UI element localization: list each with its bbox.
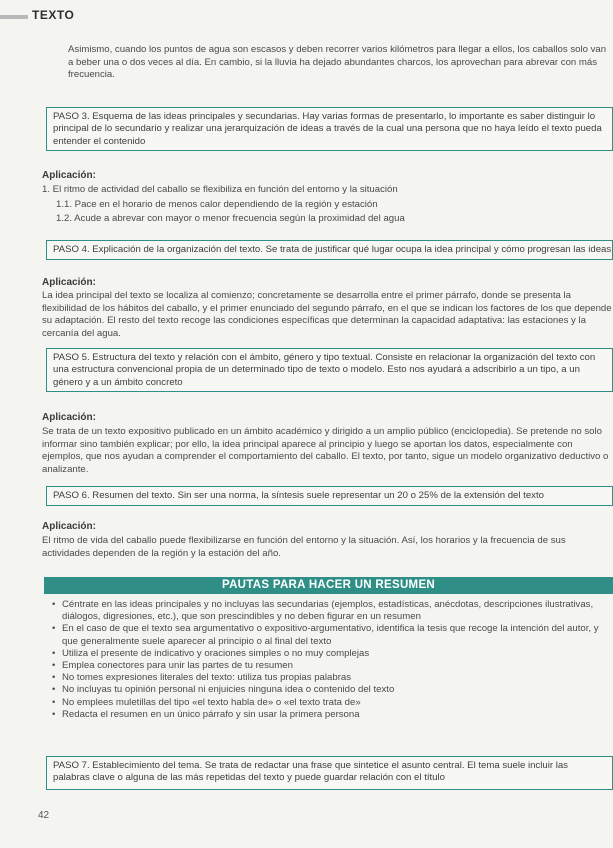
paso-5-box: PASO 5. Estructura del texto y relación con el ámbito, género y tipo textual. Consiste en relacionar la organización del texto con una estructura convencional propia de un determinado tipo de texto o modelo. Esto nos ayudará a adscribirlo a un tipo, a un género y a un ámbito concreto [46, 348, 613, 392]
aplicacion-list-3 [42, 184, 612, 226]
list-item: • Emplea conectores para unir las partes de tu resumen [52, 660, 610, 672]
aplicacion-heading-3: Aplicación: [42, 170, 96, 181]
list-item: 1. El ritmo de actividad del caballo se flexibiliza en función del entorno y la situación [42, 184, 398, 195]
list-item: • En el caso de que el texto sea argumentativo o expositivo-argumentativo, identifica la tesis que recoge la intención del autor, y que generalmente suele aparecer al principio o al final del texto [52, 623, 610, 647]
list-item: • Utiliza el presente de indicativo y oraciones simples o no muy complejas [52, 648, 610, 660]
paso-6-box: PASO 6. Resumen del texto. Sin ser una norma, la síntesis suele representar un 20 o 25% de la extensión del texto [46, 486, 613, 506]
section-title: TEXTO [32, 8, 75, 22]
paso-4-box: PASO 4. Explicación de la organización del texto. Se trata de justificar qué lugar ocupa la idea principal y cómo progresan las ideas [46, 240, 613, 260]
list-item: 1.2. Acude a abrevar con mayor o menor frecuencia según la proximidad del agua [56, 213, 405, 225]
paso-3-box: PASO 3. Esquema de las ideas principales y secundarias. Hay varias formas de presentarlo, lo importante es saber distinguir lo principal de lo secundario y realizar una jerarquización de ideas a través de la cual una persona que no haya leído el texto pueda entender el contenido [46, 107, 613, 151]
header-stripe [0, 15, 28, 19]
list-item: • Céntrate en las ideas principales y no incluyas las secundarias (ejemplos, estadísticas, anécdotas, descripciones ilustrativas, diálogos, digresiones, etc.), que son prescindibles y no deben figurar en un resumen [52, 599, 610, 623]
section-header [0, 6, 120, 24]
aplicacion-heading-6: Aplicación: [42, 521, 96, 532]
pautas-list [52, 599, 610, 721]
list-item: • Redacta el resumen en un único párrafo y sin usar la primera persona [52, 709, 610, 721]
aplicacion-heading-4: Aplicación: [42, 277, 96, 288]
page-number: 42 [38, 810, 50, 821]
list-item: • No emplees muletillas del tipo «el texto habla de» o «el texto trata de» [52, 697, 610, 709]
paso-7-box: PASO 7. Establecimiento del tema. Se trata de redactar una frase que sintetice el asunto central. El tema suele incluir las palabras clave o alguna de las más repetidas del texto y puede guardar relación con el título [46, 756, 613, 790]
aplicacion-paragraph-6: El ritmo de vida del caballo puede flexibilizarse en función del entorno y la situación. Así, los horarios y la frecuencia de sus actividades dependen de la región y la estación del año. [42, 535, 566, 559]
aplicacion-paragraph-4: La idea principal del texto se localiza al comienzo; concretamente se desarrolla entre el primer párrafo, donde se presenta la flexibilidad de los hábitos del caballo, y el primer enunciado del segundo párrafo, en el que se indican los factores de los que depende su adaptación. El resto del texto recoge las condiciones específicas que determinan la capacidad adaptativa: las estaciones y la cercanía del agua. [42, 290, 612, 339]
aplicacion-heading-5: Aplicación: [42, 412, 96, 423]
aplicacion-paragraph-5: Se trata de un texto expositivo publicado en un ámbito académico y dirigido a un amplio público (enciclopedia). Se pretende no solo informar sino también explicar; por ello, la idea principal aparece al principio y luego se aportan los datos, especialmente con ejemplos, que nos ayudan a comprender el comportamiento del caballo. El texto, por tanto, sigue un modelo organizativo deductivo o analizante. [42, 426, 609, 475]
list-item: • No incluyas tu opinión personal ni enjuicies ninguna idea o contenido del texto [52, 684, 610, 696]
list-item: • No tomes expresiones literales del texto: utiliza tus propias palabras [52, 672, 610, 684]
list-item: 1.1. Pace en el horario de menos calor dependiendo de la región y estación [56, 198, 378, 210]
pautas-banner: PAUTAS PARA HACER UN RESUMEN [44, 577, 613, 594]
intro-paragraph: Asimismo, cuando los puntos de agua son escasos y deben recorrer varios kilómetros para llegar a ellos, los caballos solo van a beber una o dos veces al día. En cambio, si la lluvia ha dejado abundantes charcos, los aprovechan para abrevar con más frecuencia. [68, 44, 607, 81]
